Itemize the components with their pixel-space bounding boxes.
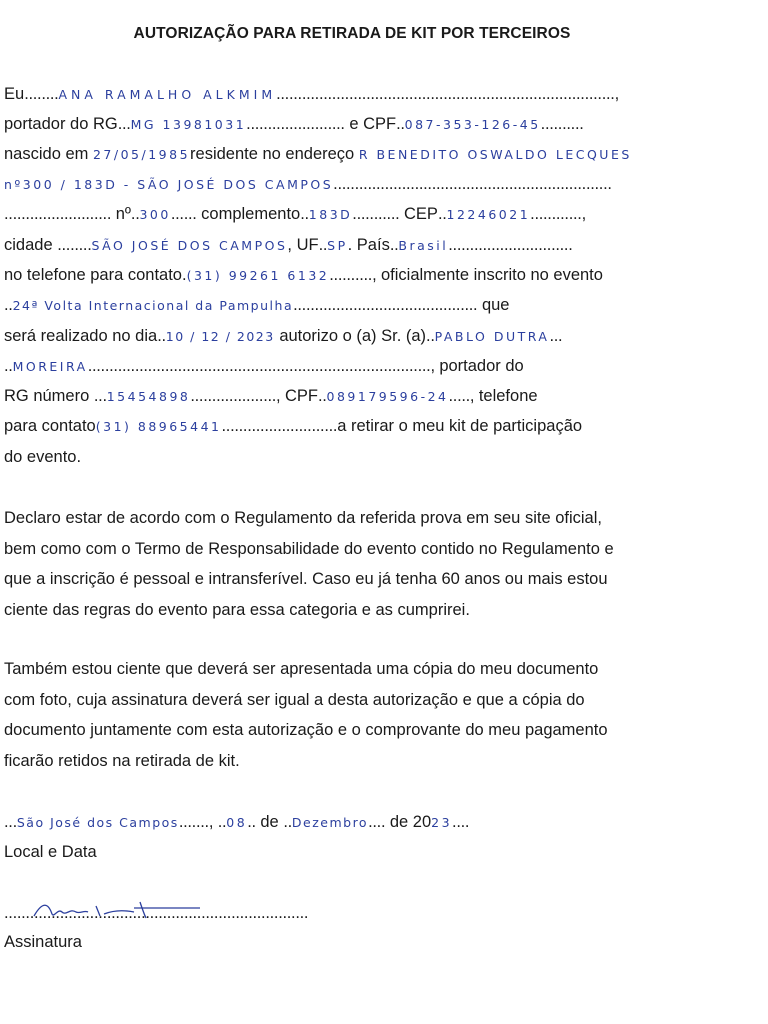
declaration-line: que a inscrição é pessoal e intransferível. Caso eu já tenha 60 anos ou mais estou <box>4 570 608 588</box>
hw-event-date: 10 / 12 / 2023 <box>165 329 275 344</box>
label-pickup: a retirar o meu kit de participação <box>337 417 583 435</box>
form-line-phone: no telefone para contato.(31) 99261 6132.........., oficialmente inscrito no evento <box>4 266 603 284</box>
label-third-cpf: CPF <box>284 387 318 405</box>
label-number: nº <box>115 205 131 223</box>
label-rg-number: RG número <box>4 387 90 405</box>
label-event-date: será realizado no dia <box>4 327 158 345</box>
hw-place: São José dos Campos <box>16 815 179 830</box>
hw-third-party-cpf: 089179596-24 <box>326 389 449 404</box>
hw-address-line2: nº300 / 183D - SÃO JOSÉ DOS CAMPOS <box>4 177 334 192</box>
documents-line: ficarão retidos na retirada de kit. <box>4 751 240 770</box>
form-line-number: ......................... nº..300...... complemento..183D........... CEP..12246021............, <box>4 205 586 223</box>
form-line-name2: ..MOREIRA................................................................................, portador do <box>4 357 524 375</box>
label-do-evento: do evento. <box>4 448 82 466</box>
hw-third-party-surname: MOREIRA <box>12 359 88 374</box>
documents-line: Também estou ciente que deverá ser apresentada uma cópia do meu documento <box>4 660 599 678</box>
label-que: que <box>481 296 510 314</box>
hw-cpf: 087-353-126-45 <box>404 117 541 132</box>
label-enrolled: oficialmente inscrito no evento <box>380 266 603 284</box>
label-contact: para contato <box>4 417 96 435</box>
hw-cep: 12246021 <box>446 207 531 222</box>
label-de: de <box>260 813 279 831</box>
form-line-birth <box>4 144 632 165</box>
label-address: residente no endereço <box>190 145 355 163</box>
form-line-third-phone: para contato(31) 88965441...........................a retirar o meu kit de participação <box>4 417 583 435</box>
label-birth: nascido em <box>4 145 89 163</box>
hw-complement: 183D <box>308 207 353 222</box>
place-date-line: ...São José dos Campos......., ..08.. de ..Dezembro.... de 2023.... <box>4 813 470 831</box>
label-rg: portador do RG <box>4 115 118 133</box>
signature-area: ....................................................................... <box>4 898 376 924</box>
form-line-name: Eu........ANA RAMALHO ALKMIM..............................................................................., <box>4 85 619 103</box>
form-line-event: ..24ª Volta Internacional da Pampulha........................................... que <box>4 296 510 314</box>
label-authorize: autorizo o (a) Sr. (a) <box>279 327 427 345</box>
hw-month: Dezembro <box>291 815 369 830</box>
label-telephone: telefone <box>478 387 538 405</box>
label-cep: CEP <box>404 205 438 223</box>
label-de-year: de 20 <box>389 813 432 831</box>
paragraph-documents <box>4 654 704 776</box>
label-bearer: portador do <box>439 357 524 375</box>
hw-full-name: ANA RAMALHO ALKMIM <box>58 87 277 102</box>
form-line-address2: nº300 / 183D - SÃO JOSÉ DOS CAMPOS................................................................. <box>4 175 612 193</box>
hw-number: 300 <box>139 207 171 222</box>
declaration-line: ciente das regras do evento para essa categoria e as cumprirei. <box>4 600 470 619</box>
form-line-rg: portador do RG...MG 13981031....................... e CPF..087-353-126-45.......... <box>4 115 584 133</box>
hw-third-party-name: PABLO DUTRA <box>434 329 550 344</box>
signature-label: Assinatura <box>4 933 82 951</box>
label-country: País <box>356 236 390 254</box>
hw-phone: (31) 99261 6132 <box>186 268 330 283</box>
form-line-third-rg: RG número ...15454898...................., CPF..089179596-24....., telefone <box>4 387 538 405</box>
label-uf: UF <box>296 236 319 254</box>
form-line-end <box>4 447 81 467</box>
hw-third-party-phone: (31) 88965441 <box>95 419 222 434</box>
documents-line: documento juntamente com esta autorização e o comprovante do meu pagamento <box>4 721 608 739</box>
hw-uf: SP <box>327 238 348 253</box>
hw-city: SÃO JOSÉ DOS CAMPOS <box>91 238 288 253</box>
hw-third-party-rg: 15454898 <box>106 389 191 404</box>
hw-birth-date: 27/05/1985 <box>92 147 191 162</box>
paragraph-declaration <box>4 503 704 625</box>
label-phone: no telefone para contato. <box>4 266 187 284</box>
document-title: AUTORIZAÇÃO PARA RETIRADA DE KIT POR TERCEIROS <box>133 25 571 42</box>
form-line-event-date: será realizado no dia..10 / 12 / 2023 autorizo o (a) Sr. (a)..PABLO DUTRA... <box>4 327 563 345</box>
hw-country: Brasil <box>398 238 449 253</box>
hw-rg: MG 13981031 <box>130 117 247 132</box>
form-line-city: cidade ........SÃO JOSÉ DOS CAMPOS, UF..SP. País..Brasil............................. <box>4 236 573 254</box>
hw-event-name: 24ª Volta Internacional da Pampulha <box>12 298 294 313</box>
hw-address: R BENEDITO OSWALDO LECQUES <box>358 147 632 162</box>
declaration-line: bem como com o Termo de Responsabilidade do evento contido no Regulamento e <box>4 539 614 558</box>
declaration-line: Declaro estar de acordo com o Regulamento da referida prova em seu site oficial, <box>4 509 602 527</box>
label-cpf: e CPF <box>349 115 397 133</box>
signature-scribble <box>4 898 204 924</box>
hw-day: 08 <box>226 815 248 830</box>
place-date-label: Local e Data <box>4 843 97 861</box>
hw-year: 23 <box>431 815 453 830</box>
documents-line: com foto, cuja assinatura deverá ser igual a desta autorização e que a cópia do <box>4 690 585 709</box>
label-complement: complemento <box>201 205 301 223</box>
label-city: cidade <box>4 236 53 254</box>
label-eu: Eu <box>4 85 25 103</box>
